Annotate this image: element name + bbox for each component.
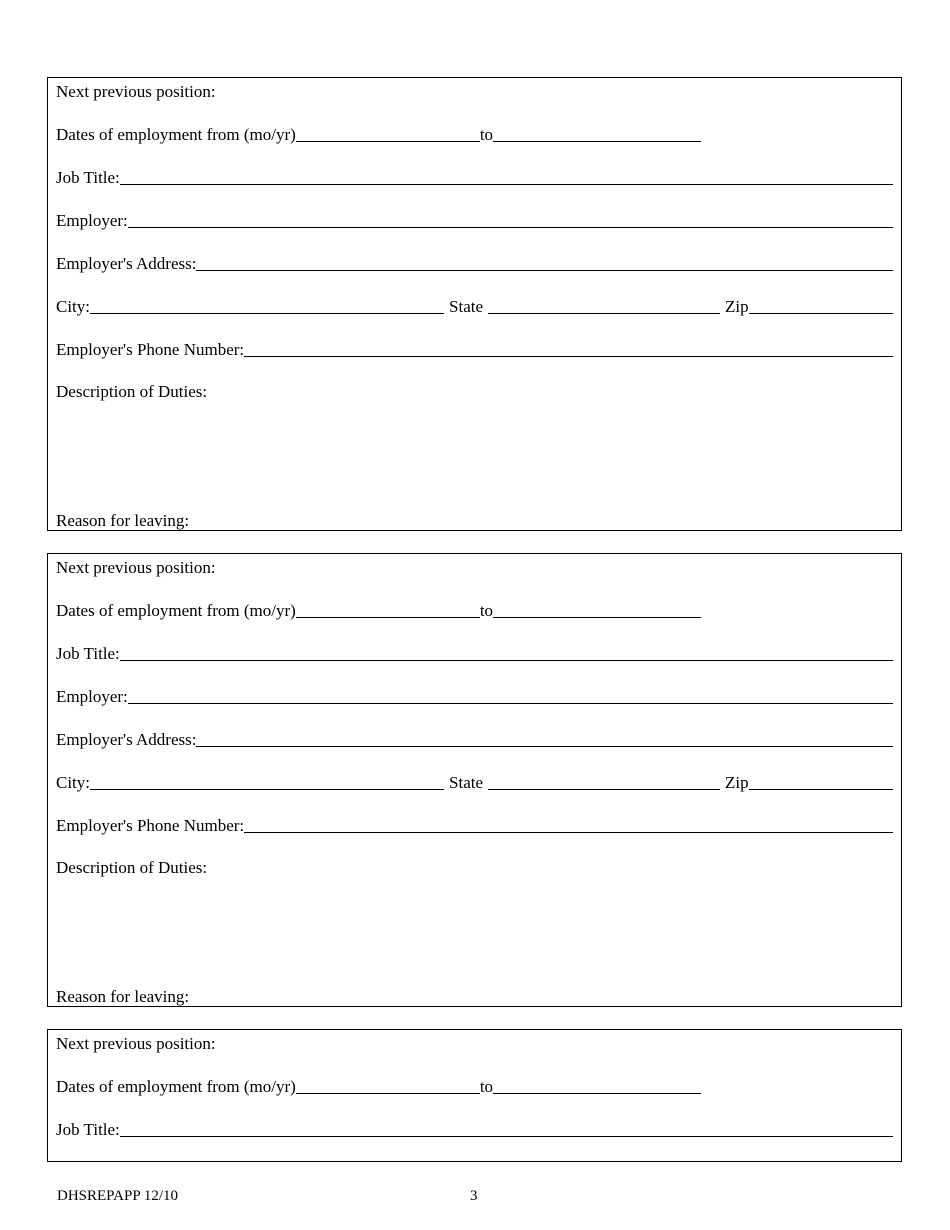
state-field[interactable] [488, 773, 720, 790]
employer-address-label: Employer's Address: [56, 730, 197, 749]
phone-row [56, 814, 893, 836]
state-label: State [449, 773, 484, 792]
phone-label: Employer's Phone Number: [56, 340, 245, 359]
date-from-field[interactable] [296, 1077, 480, 1094]
job-title-field[interactable] [120, 644, 893, 661]
date-to-field[interactable] [493, 601, 701, 618]
job-title-row [56, 166, 893, 188]
dates-row [56, 599, 893, 621]
state-field[interactable] [488, 297, 720, 314]
date-to-field[interactable] [493, 125, 701, 142]
zip-field[interactable] [749, 773, 893, 790]
to-label: to [479, 125, 494, 144]
employment-section-1 [47, 77, 902, 531]
job-title-row [56, 1118, 893, 1140]
next-previous-position-row [56, 556, 893, 578]
employer-address-field[interactable] [196, 254, 893, 271]
footer-form-code: DHSREPAPP 12/10 [57, 1188, 179, 1204]
dates-label: Dates of employment from (mo/yr) [56, 125, 296, 144]
phone-label: Employer's Phone Number: [56, 816, 245, 835]
date-from-field[interactable] [296, 601, 480, 618]
city-state-zip-row [56, 771, 893, 793]
job-title-row [56, 642, 893, 664]
employer-address-field[interactable] [196, 730, 893, 747]
job-title-label: Job Title: [56, 168, 120, 187]
duties-label: Description of Duties: [56, 858, 208, 877]
city-field[interactable] [90, 773, 444, 790]
job-title-field[interactable] [120, 168, 893, 185]
city-label: City: [56, 297, 91, 316]
employment-section-2 [47, 553, 902, 1007]
dates-label: Dates of employment from (mo/yr) [56, 601, 296, 620]
job-title-label: Job Title: [56, 644, 120, 663]
employer-row [56, 685, 893, 707]
reason-label: Reason for leaving: [56, 511, 190, 530]
employer-field[interactable] [128, 687, 893, 704]
zip-field[interactable] [749, 297, 893, 314]
date-from-field[interactable] [296, 125, 480, 142]
city-field[interactable] [90, 297, 444, 314]
date-to-field[interactable] [493, 1077, 701, 1094]
employer-label: Employer: [56, 211, 128, 230]
reason-row [56, 509, 893, 531]
next-previous-position-row [56, 1032, 893, 1054]
city-label: City: [56, 773, 91, 792]
reason-label: Reason for leaving: [56, 987, 190, 1006]
phone-field[interactable] [244, 340, 893, 357]
zip-label: Zip [725, 773, 749, 792]
duties-row [56, 380, 893, 402]
phone-row [56, 338, 893, 360]
duties-row [56, 856, 893, 878]
footer-page-number: 3 [470, 1188, 478, 1204]
employer-field[interactable] [128, 211, 893, 228]
employer-address-row [56, 252, 893, 274]
next-previous-position-label: Next previous position: [56, 1034, 216, 1053]
employer-address-label: Employer's Address: [56, 254, 197, 273]
duties-label: Description of Duties: [56, 382, 208, 401]
city-state-zip-row [56, 295, 893, 317]
phone-field[interactable] [244, 816, 893, 833]
dates-row [56, 1075, 893, 1097]
dates-label: Dates of employment from (mo/yr) [56, 1077, 296, 1096]
employer-row [56, 209, 893, 231]
to-label: to [479, 1077, 494, 1096]
next-previous-position-row [56, 80, 893, 102]
job-title-field[interactable] [120, 1120, 893, 1137]
dates-row [56, 123, 893, 145]
employer-address-row [56, 728, 893, 750]
to-label: to [479, 601, 494, 620]
job-title-label: Job Title: [56, 1120, 120, 1139]
zip-label: Zip [725, 297, 749, 316]
next-previous-position-label: Next previous position: [56, 82, 216, 101]
next-previous-position-label: Next previous position: [56, 558, 216, 577]
employment-section-3 [47, 1029, 902, 1162]
employer-label: Employer: [56, 687, 128, 706]
state-label: State [449, 297, 484, 316]
reason-row [56, 985, 893, 1007]
